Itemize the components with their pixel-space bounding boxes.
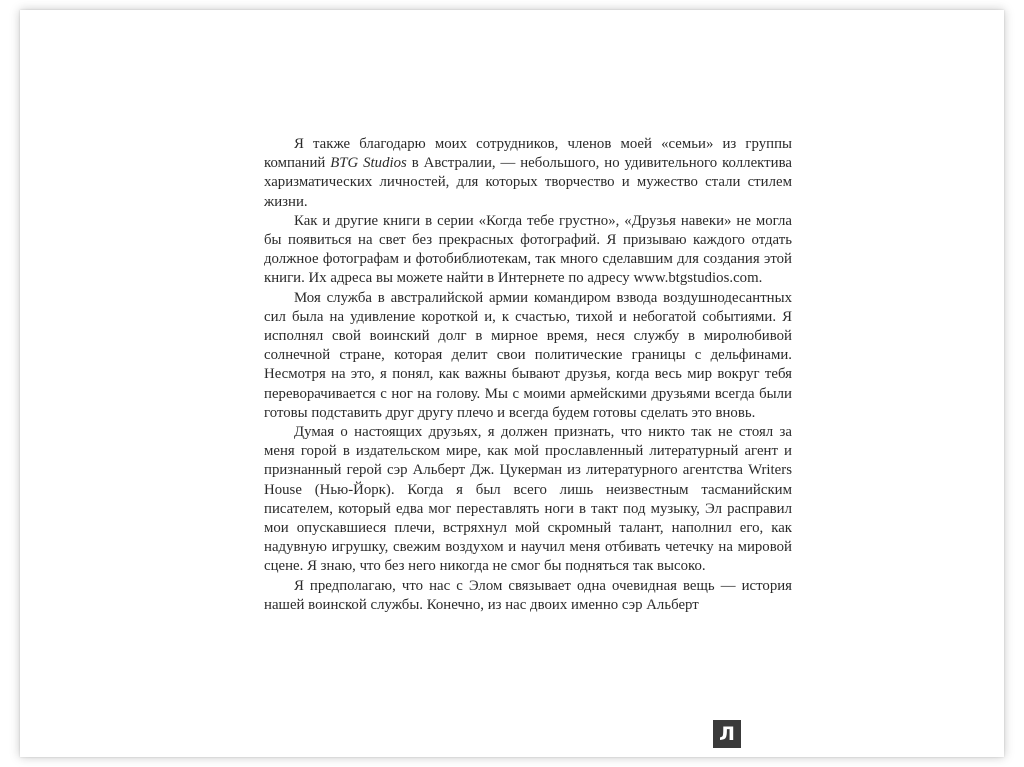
paragraph-1-end: в Австралии, — небольшого, но удивительного коллектива харизматических личностей, для которых творчество и мужество стали стилем жизни.	[264, 155, 793, 210]
paragraph-3: Моя служба в австралийской армии командиром взвода воздушнодесантных сил была на удивление короткой и, к счастью, тихой и небогатой событиями. Я исполнял свой воинский долг в мирное время, неся службу в миролюбивой солнечной стране, которая делит свои политические границы с дельфинами. Несмотря на это, я понял, как важны бывают друзья, когда весь мир вокруг тебя переворачивается с ног на голову. Мы с моими армейскими друзьями всегда были готовы подставить друг другу плечо и всегда будем готовы сделать это вновь.	[264, 289, 792, 421]
paragraph-1	[264, 135, 792, 212]
paragraph-1-start: Я также благодарю моих сотрудников, членов моей «семьи» из группы компаний	[264, 136, 792, 172]
paragraph-4: Думая о настоящих друзьях, я должен признать, что никто так не стоял за меня горой в издательском мире, как мой прославленный литературный агент и признанный герой сэр Альберт Дж. Цукерман из литературного агентства Writers House (Нью-Йорк). Когда я был всего лишь неизвестным тасманийским писателем, который едва мог переставлять ноги в такт под музыку, Эл расправил мои опускавшиеся плечи, встряхнул мой скромный талант, наполнил его, как надувную игрушку, свежим воздухом и научил меня отбивать четечку на мировой сцене. Я знаю, что без него никогда не смог бы подняться так высоко.	[264, 424, 792, 575]
labirint-logo-icon: Л	[713, 720, 741, 748]
paragraph-5: Я предполагаю, что нас с Элом связывает одна очевидная вещь — история нашей воинской службы. Конечно, из нас двоих именно сэр Альберт	[264, 577, 792, 613]
company-name: BTG Studios	[330, 155, 407, 172]
paragraph-2: Как и другие книги в серии «Когда тебе грустно», «Друзья навеки» не могла бы появиться на свет без прекрасных фотографий. Я призываю каждого отдать должное фотографам и фотобиблиотекам, так много сделавшим для создания этой книги. Их адреса вы можете найти в Интернете по адресу www.btgstudios.com.	[264, 212, 792, 287]
page-body	[264, 135, 792, 615]
